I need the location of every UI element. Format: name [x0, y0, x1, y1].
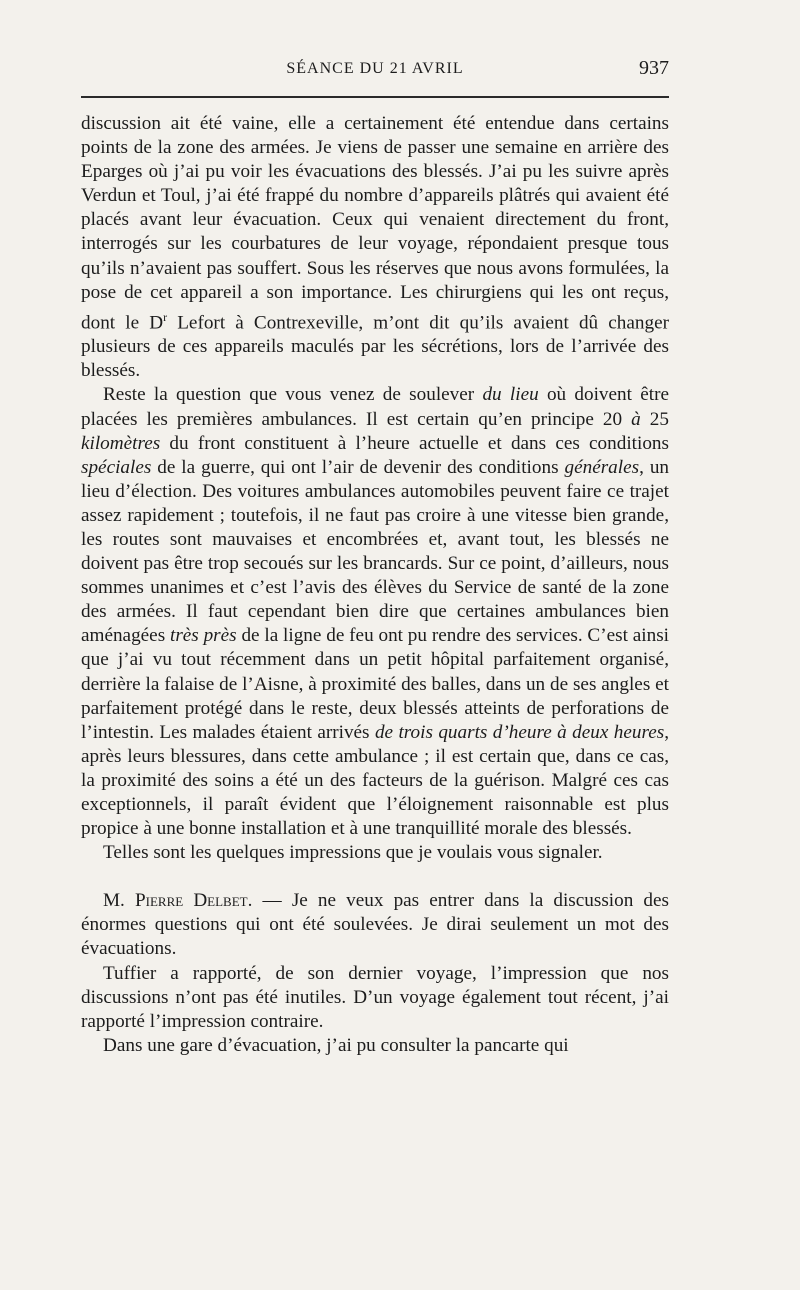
text-run: où doivent être placées les premières ambulances. Il est certain qu’en principe 20 — [81, 384, 669, 430]
text-run: discussion ait été vaine, elle a certainement été entendue dans certains points de la zone des armées. Je viens de passer une semaine en arrière des Eparges où j’ai pu voir les évacuations des blessés. J’ai pu les suivre après Verdun et Toul, j’ai été frappé du nombre d’appareils plâtrés qui avaient été placés avant leur évacuation. Ceux qui venaient directement du front, interrogés sur les courbatures de leur voyage, répondaient presque tous qu’ils n’avaient pas souffert. Sous les réserves que nous avons formulées, la pose de cet appareil a son importance. Les chirurgiens qui les ont reçus, dont le D — [81, 113, 669, 334]
paragraph — [81, 1034, 669, 1058]
italic-text: du lieu — [482, 384, 539, 406]
text-run: de la guerre, qui ont l’air de devenir des conditions — [151, 456, 565, 478]
text-run: M. — [103, 890, 135, 912]
text-run: Dans une gare d’évacuation, j’ai pu consulter la pancarte qui — [103, 1034, 569, 1056]
paragraph — [81, 112, 669, 383]
text-run: . — Je ne veux pas entrer dans la discussion des énormes questions qui ont été soulevées. Je dirai seulement un mot des évacuations. — [81, 890, 670, 960]
italic-text: très près — [169, 625, 237, 647]
text-run: Tuffier a rapporté, de son dernier voyage, l’impression que nos discussions n’ont pas été inutiles. D’un voyage également tout récent, j’ai rapporté l’impression contraire. — [81, 962, 669, 1032]
italic-text: à — [631, 408, 641, 430]
paragraph — [81, 841, 669, 865]
italic-text: de trois quarts d’heure à deux heures — [374, 721, 665, 743]
speaker-name: Pierre Delbet — [134, 890, 248, 912]
document-page — [81, 0, 669, 1058]
text-run: Telles sont les quelques impressions que je voulais vous signaler. — [103, 842, 603, 864]
italic-text: générales — [564, 456, 640, 478]
text-run: de la ligne de feu ont pu rendre des services. C’est ainsi que j’ai vu tout récemment dans un petit hôpital parfaitement organisé, derrière la falaise de l’Aisne, à proximité des balles, dans un de ses angles et parfaitement protégé dans le reste, deux blessés atteints de perforations de l’intestin. Les malades étaient arrivés — [81, 625, 669, 743]
paragraph — [81, 383, 669, 841]
header-rule — [81, 96, 669, 98]
running-header — [81, 0, 669, 98]
italic-text: kilomètres — [81, 432, 161, 454]
superscript: r — [163, 309, 168, 324]
running-title: SÉANCE DU 21 AVRIL — [286, 60, 464, 77]
text-run: , après leurs blessures, dans cette ambulance ; il est certain que, dans ce cas, la proximité des soins a été un des facteurs de la guérison. Malgré ces cas exceptionnels, il paraît évident que l’éloignement raisonnable est plus propice à une bonne installation et à une tranquillité morale des blessés. — [81, 721, 669, 840]
paragraph — [81, 889, 669, 961]
text-run: , un lieu d’élection. Des voitures ambulances automobiles peuvent faire ce trajet assez rapidement ; toutefois, il ne faut pas croire à une vitesse bien grande, les routes sont mauvaises et encombrées et, avant tout, les blessés ne doivent pas être trop secoués sur les brancards. Sur ce point, d’ailleurs, nous sommes unanimes et c’est l’avis des élèves du Service de santé de la zone des armées. Il faut cependant bien dire que certaines ambulances bien aménagées — [81, 456, 670, 647]
text-run: 25 — [640, 408, 669, 430]
paragraph — [81, 962, 669, 1034]
italic-text: spéciales — [81, 456, 152, 478]
body-text — [81, 112, 669, 1058]
text-run: Lefort à Contrexeville, m’ont dit qu’ils avaient dû changer plusieurs de ces appareils maculés par les sécrétions, lors de l’arrivée des blessés. — [81, 312, 669, 382]
text-run: du front constituent à l’heure actuelle et dans ces conditions — [160, 432, 669, 454]
text-run: Reste la question que vous venez de soulever — [103, 384, 483, 406]
page-number: 937 — [639, 57, 669, 79]
